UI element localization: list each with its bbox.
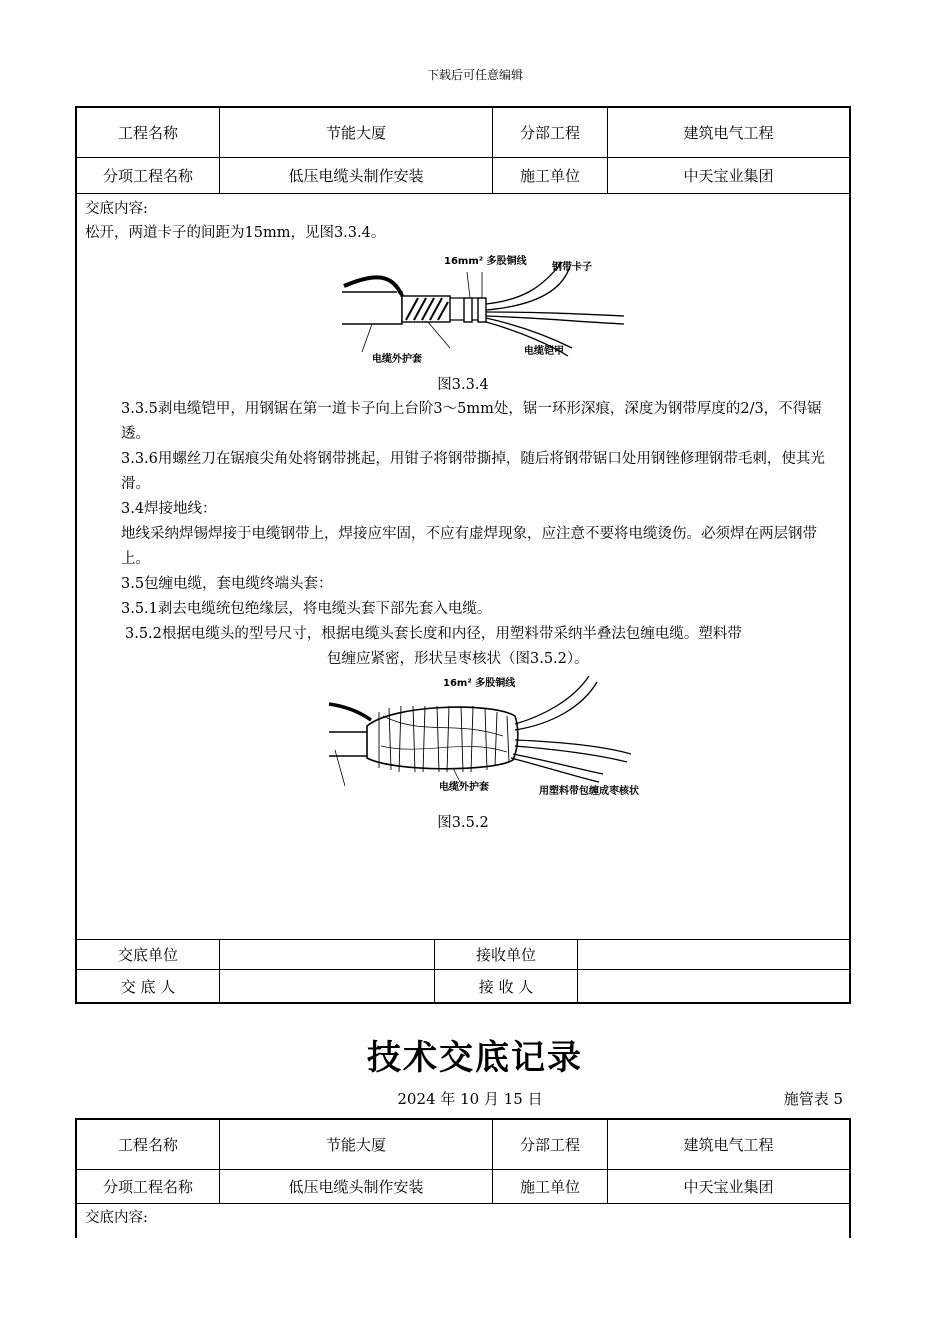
header-row-1 <box>77 108 849 158</box>
division-label: 分部工程 <box>493 108 608 157</box>
figure-3-5-2 <box>323 676 643 806</box>
figure-3-3-4 <box>332 252 632 370</box>
project-name-value-2: 节能大厦 <box>220 1120 493 1169</box>
subitem-value: 低压电缆头制作安装 <box>220 158 493 193</box>
handover-person-label: 交 底 人 <box>77 970 220 1002</box>
content-section-2 <box>77 1204 849 1240</box>
header2-row-2 <box>77 1170 849 1204</box>
record-date: 2024 年 10 月 15 日 <box>397 1090 543 1108</box>
page-title: 技术交底记录 <box>367 1038 583 1078</box>
project-name-label: 工程名称 <box>77 108 220 157</box>
fig2-callout-wrap: 用塑料带包缠成枣核状 <box>539 786 639 797</box>
division-label-2: 分部工程 <box>493 1120 608 1169</box>
para-3-5-2b: 包缠应紧密，形状呈枣核状（图3.5.2）。 <box>327 651 589 667</box>
receiving-person-label: 接 收 人 <box>435 970 578 1002</box>
subitem-value-2: 低压电缆头制作安装 <box>220 1170 493 1203</box>
handover-person-value <box>220 970 435 1002</box>
receiving-unit-value <box>578 940 849 969</box>
fig1-caption: 图3.3.4 <box>437 377 489 393</box>
fig1-callout-wire: 16mm² 多股铜线 <box>444 256 527 267</box>
project-name-label-2: 工程名称 <box>77 1120 220 1169</box>
sign-row-1 <box>77 940 849 970</box>
fig1-callout-armor: 电缆铠甲 <box>524 346 564 357</box>
record-table-1 <box>75 106 851 1004</box>
content-label-2: 交底内容: <box>85 1210 148 1226</box>
receiving-unit-label: 接收单位 <box>435 940 578 969</box>
record-table-2 <box>75 1118 851 1238</box>
subitem-label: 分项工程名称 <box>77 158 220 193</box>
handover-unit-label: 交底单位 <box>77 940 220 969</box>
top-note: 下载后可任意编辑 <box>426 68 523 82</box>
content-section <box>77 194 849 940</box>
para-3-5: 3.5包缠电缆，套电缆终端头套： <box>121 576 333 592</box>
para-3-4-body: 地线采纳焊锡焊接于电缆钢带上，焊接应牢固，不应有虚焊现象，应注意不要将电缆烫伤。必须焊在两层钢带上。 <box>121 526 817 567</box>
header2-row-1 <box>77 1120 849 1170</box>
project-name-value: 节能大厦 <box>220 108 493 157</box>
header-row-2 <box>77 158 849 194</box>
form-number: 施管表 5 <box>783 1090 843 1108</box>
fig2-caption: 图3.5.2 <box>437 815 489 831</box>
fig2-callout-sheath: 电缆外护套 <box>439 782 489 793</box>
contractor-value: 中天宝业集团 <box>683 167 774 185</box>
fig2-callout-wire: 16m² 多股铜线 <box>443 678 516 689</box>
para-3-4: 3.4焊接地线： <box>121 501 217 517</box>
para-3-3-5: 3.3.5剥电缆铠甲，用钢锯在第一道卡子向上台阶3～5mm处，锯一环形深痕，深度为钢带厚度的2/3，不得锯透。 <box>121 401 822 442</box>
division-value: 建筑电气工程 <box>683 124 774 142</box>
sign-row-2 <box>77 970 849 1002</box>
subitem-label-2: 分项工程名称 <box>77 1170 220 1203</box>
contractor-label: 施工单位 <box>493 158 608 193</box>
contractor-label-2: 施工单位 <box>493 1170 608 1203</box>
fig1-callout-clamp: 钢带卡子 <box>552 262 592 273</box>
handover-unit-value <box>220 940 435 969</box>
para-3-5-1: 3.5.1剥去电缆统包绝缘层，将电缆头套下部先套入电缆。 <box>121 601 492 617</box>
content-label: 交底内容: <box>85 201 148 217</box>
contractor-value-2: 中天宝业集团 <box>683 1178 774 1196</box>
para-3-5-2a: 3.5.2根据电缆头的型号尺寸，根据电缆头套长度和内径，用塑料带采纳半叠法包缠电缆。塑料带 <box>125 626 742 642</box>
receiving-person-value <box>578 970 849 1002</box>
fig1-callout-sheath: 电缆外护套 <box>372 354 422 365</box>
para-3-3-6: 3.3.6用螺丝刀在锯痕尖角处将钢带挑起，用钳子将钢带撕掉，随后将钢带锯口处用钢锉修理钢带毛刺，使其光滑。 <box>121 451 825 492</box>
division-value-2: 建筑电气工程 <box>683 1136 774 1154</box>
intro-text: 松开，两道卡子的间距为15mm，见图3.3.4。 <box>85 225 386 241</box>
